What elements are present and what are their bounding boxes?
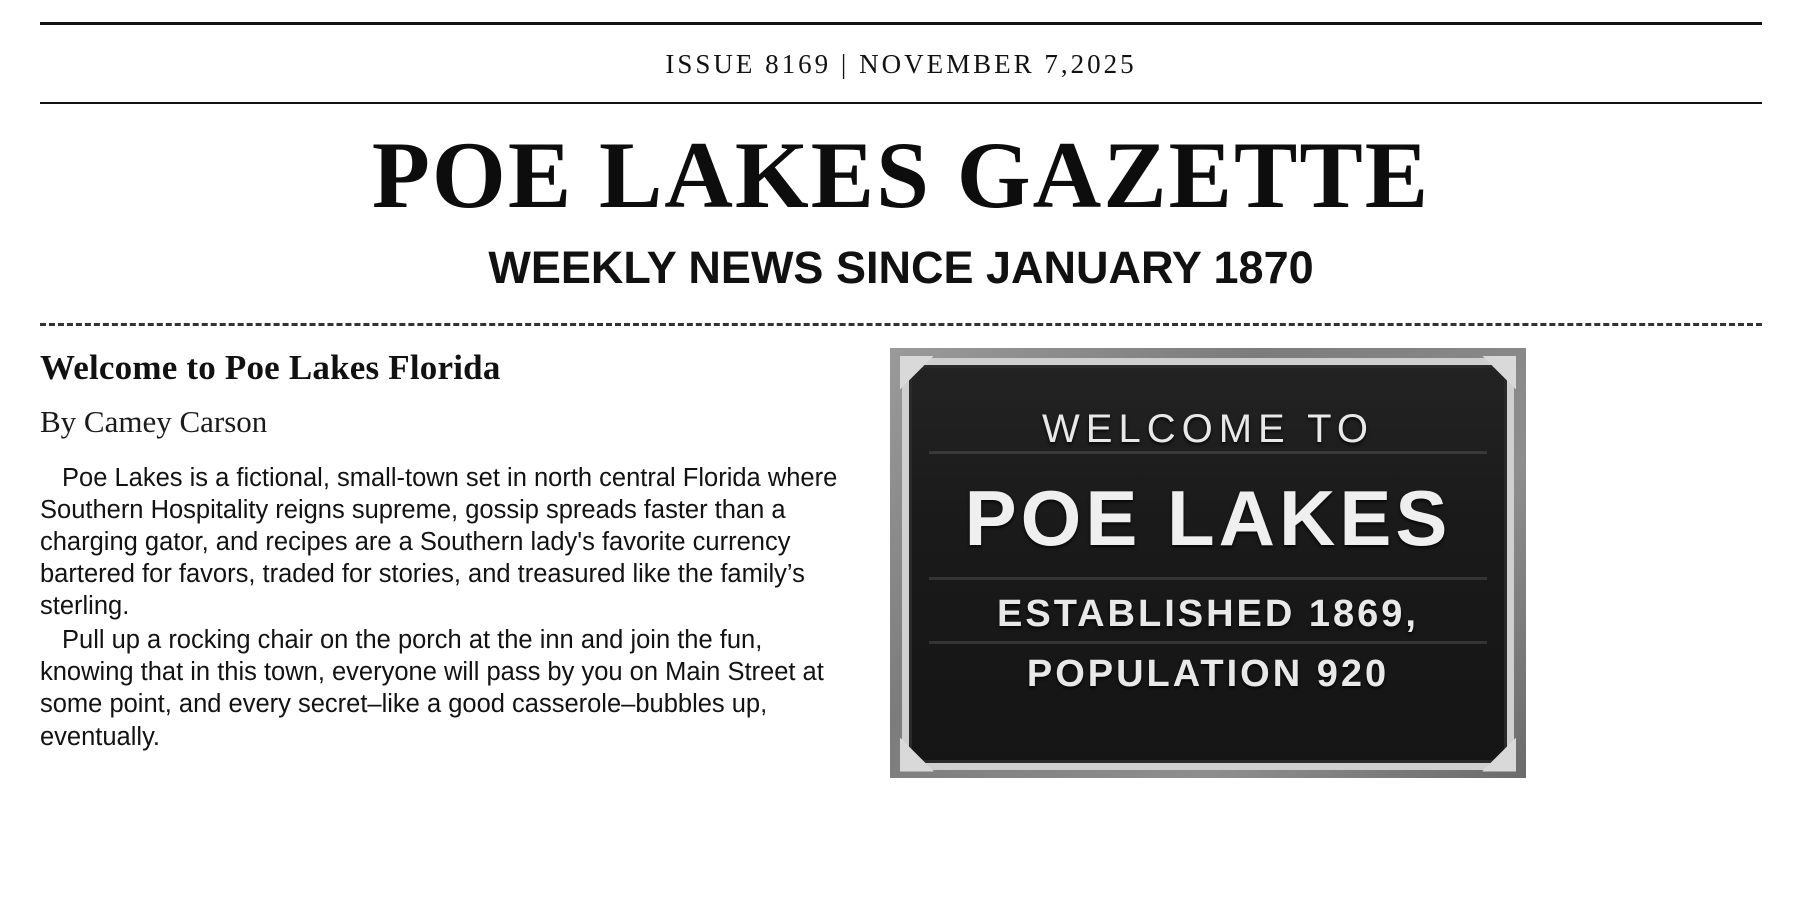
- sign-slat: [929, 577, 1487, 580]
- welcome-sign-photo: [890, 348, 1526, 778]
- article-paragraph: Poe Lakes is a fictional, small-town set in north central Florida where Southern Hospitality reigns supreme, gossip spreads faster than a charging gator, and recipes are a Southern lady's favorite currency bartered for favors, traded for stories, and treasured like the family’s sterling.: [40, 463, 838, 620]
- masthead-title-block: [40, 104, 1762, 293]
- sign-line-population: POPULATION 920: [1026, 652, 1390, 695]
- photo-column: [870, 348, 1762, 778]
- article-column: [40, 348, 870, 755]
- article-paragraph: Pull up a rocking chair on the porch at the inn and join the fun, knowing that in this town, everyone will pass by you on Main Street at some point, and every secret–like a good casserole–bubbles up, eventually.: [40, 626, 824, 751]
- sign-line-welcome: WELCOME TO: [1042, 406, 1374, 451]
- sign-line-town-name: POE LAKES: [964, 473, 1452, 562]
- article-headline: Welcome to Poe Lakes Florida: [40, 347, 501, 387]
- sign-slat: [929, 641, 1487, 644]
- issue-line: ISSUE 8169 | NOVEMBER 7,2025: [665, 49, 1137, 79]
- masthead-subtitle: WEEKLY NEWS SINCE JANUARY 1870: [488, 242, 1314, 293]
- sign-board: [902, 358, 1514, 770]
- sign-line-established: ESTABLISHED 1869,: [997, 592, 1419, 635]
- content-area: [40, 326, 1762, 778]
- newspaper-page: [0, 22, 1802, 918]
- page-title: POE LAKES GAZETTE: [371, 122, 1431, 228]
- article-byline: By Camey Carson: [40, 403, 268, 439]
